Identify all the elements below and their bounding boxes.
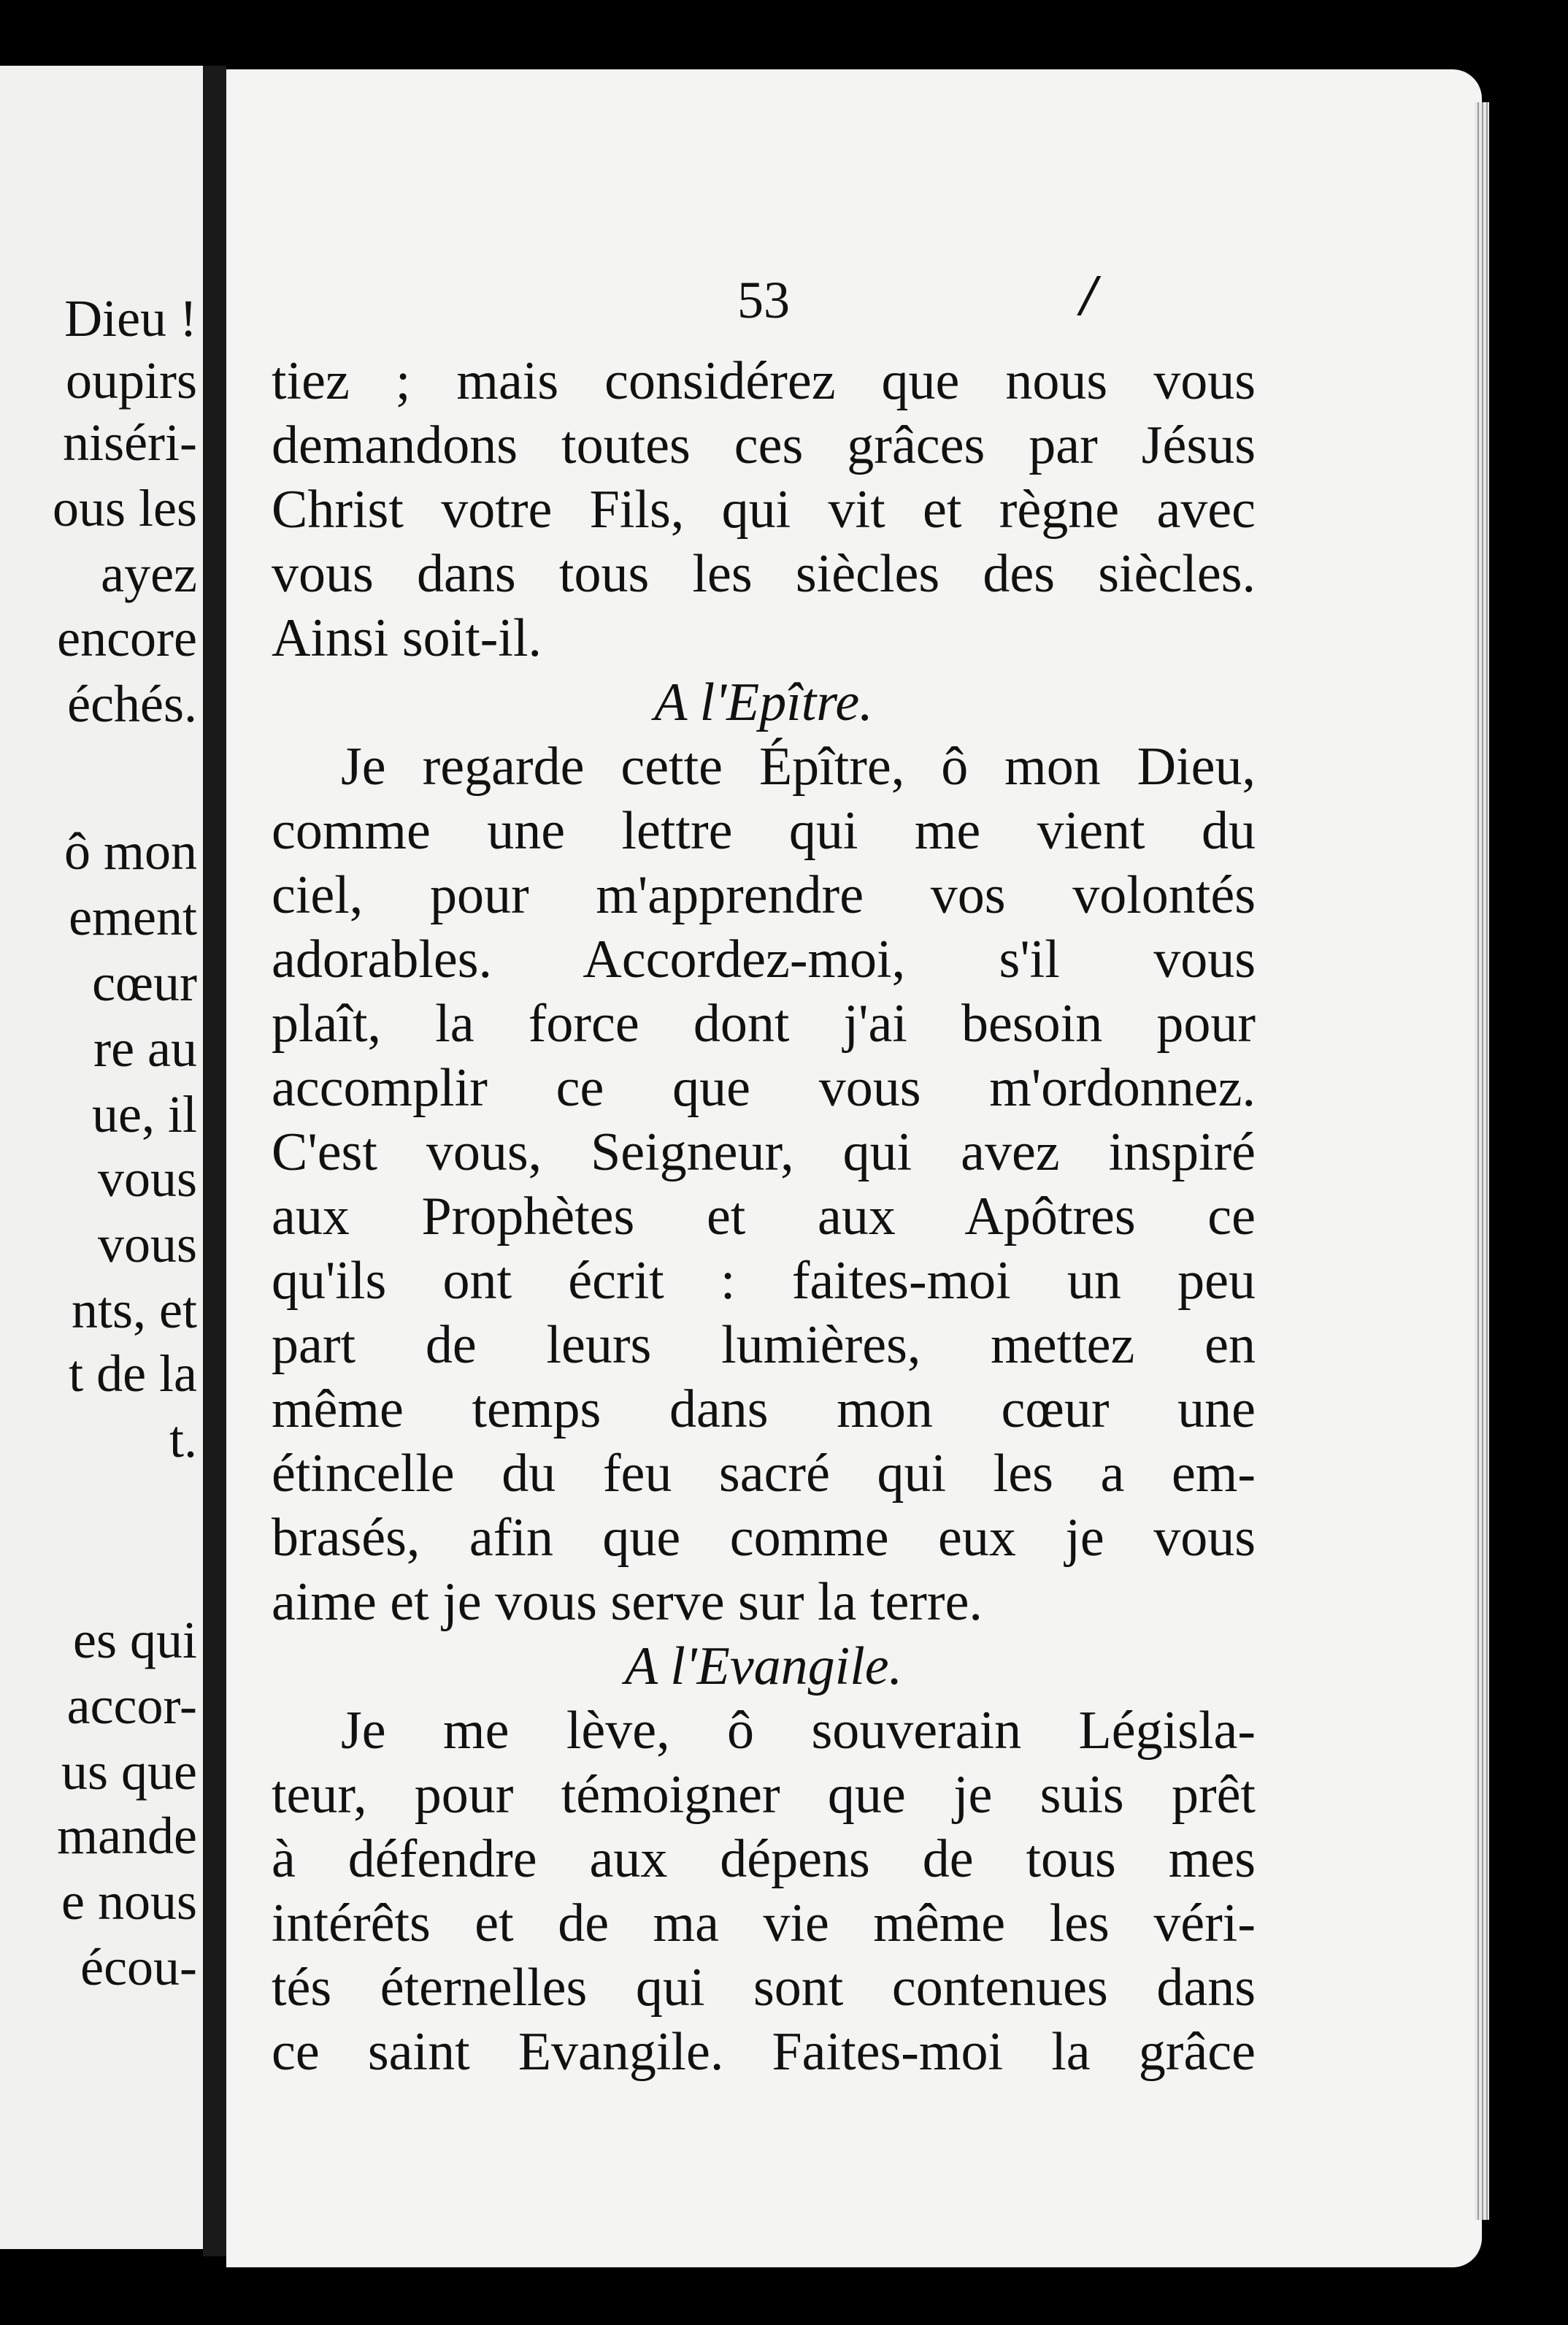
text-line: vous dans tous les siècles des siècles. [272,544,1256,604]
page-number: 53 [737,271,790,329]
left-page-line: us que [61,1742,197,1801]
left-page-line: encore [57,609,197,667]
text-line: comme une lettre qui me vient du [272,801,1256,861]
body-text [272,349,1256,2084]
text-line: intérêts et de ma vie même les véri- [272,1893,1256,1953]
text-line: C'est vous, Seigneur, qui avez inspiré [272,1122,1256,1182]
text-line: plaît, la force dont j'ai besoin pour [272,994,1256,1054]
text-line: même temps dans mon cœur une [272,1379,1256,1439]
text-line: ciel, pour m'apprendre vos volontés [272,865,1256,925]
left-page-line: ement [69,888,197,946]
text-line: ce saint Evangile. Faites-moi la grâce [272,2022,1256,2082]
left-page-line: vous [97,1215,197,1273]
left-page [0,66,203,2249]
left-page-line: t. [169,1410,197,1468]
left-page-line: ue, il [92,1085,197,1144]
left-page-line: niséri- [63,413,197,472]
left-page-line: ô mon [64,822,197,881]
left-page-line: e nous [61,1872,197,1931]
left-page-line: ous les [53,479,197,537]
left-page-line: cœur [92,954,197,1012]
text-line: brasés, afin que comme eux je vous [272,1508,1256,1568]
left-page-line: Dieu ! [64,289,197,348]
section-heading: A l'Evangile. [624,1636,903,1696]
left-page-line: échés. [67,675,197,733]
text-line: à défendre aux dépens de tous mes [272,1829,1256,1889]
left-page-line: es qui [73,1611,197,1669]
text-line: Ainsi soit-il. [272,608,542,668]
text-line: aux Prophètes et aux Apôtres ce [272,1187,1256,1246]
text-line: aime et je vous serve sur la terre. [272,1572,983,1632]
text-line: teur, pour témoigner que je suis prêt [272,1765,1256,1825]
book-gutter [203,66,226,2256]
text-line: étincelle du feu sacré qui les a em- [272,1444,1256,1504]
left-page-line: écou- [80,1938,197,1996]
left-page-line: re au [93,1019,197,1078]
left-page-line: ayez [101,545,197,603]
text-line: tiez ; mais considérez que nous vous [272,351,1256,411]
left-page-line: nts, et [72,1281,197,1339]
text-line: part de leurs lumières, mettez en [272,1315,1256,1375]
text-line: tés éternelles qui sont contenues dans [272,1958,1256,2018]
corner-mark: / [1080,264,1097,328]
left-page-line: mande [57,1807,197,1865]
text-line: demandons toutes ces grâces par Jésus [272,415,1256,475]
left-page-line: accor- [66,1677,197,1735]
text-line: adorables. Accordez-moi, s'il vous [272,930,1256,989]
text-line: Je me lève, ô souverain Législa- [341,1701,1256,1761]
page-edge [1475,102,1489,2220]
left-page-line: vous [97,1149,197,1208]
text-line: qu'ils ont écrit : faites-moi un peu [272,1251,1256,1311]
left-page-line: oupirs [66,351,197,410]
text-line: accomplir ce que vous m'ordonnez. [272,1058,1256,1118]
text-line: Je regarde cette Épître, ô mon Dieu, [341,737,1256,797]
text-line: Christ votre Fils, qui vit et règne avec [272,480,1256,540]
section-heading: A l'Epître. [654,673,873,732]
left-page-line: t de la [69,1344,197,1403]
